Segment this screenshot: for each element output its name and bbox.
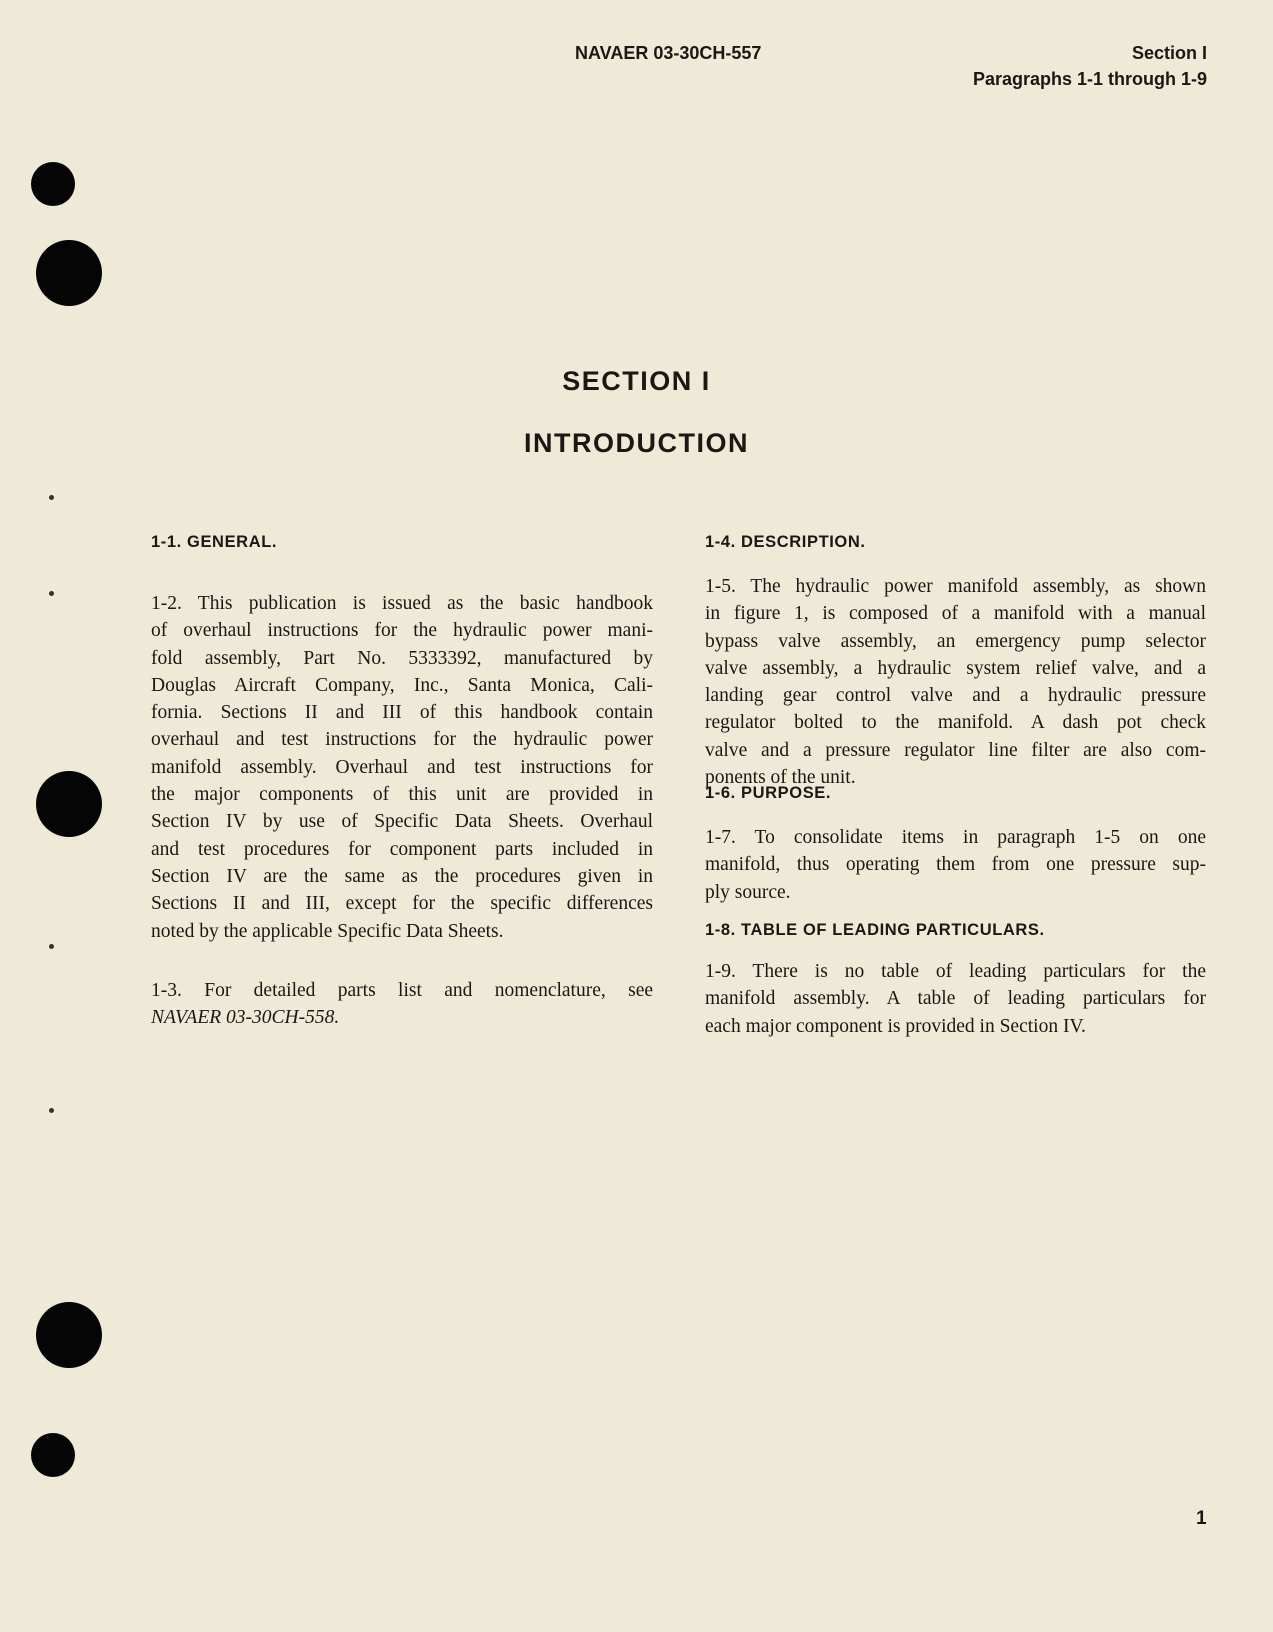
paragraph-line: Douglas Aircraft Company, Inc., Santa Monica, Cali-: [151, 674, 653, 696]
paragraph-1-9: [705, 958, 1206, 1040]
paragraph-line: overhaul and test instructions for the hydraulic power: [151, 729, 653, 751]
paragraph-1-7: [705, 824, 1206, 906]
punch-hole: [36, 240, 102, 306]
heading-description: 1-4. DESCRIPTION.: [705, 533, 866, 551]
paragraph-line: 1-7. To consolidate items in paragraph 1-5 on one: [705, 827, 1206, 848]
binding-mark: [49, 495, 54, 500]
paragraph-1-5: [705, 573, 1206, 791]
paragraph-line: and test procedures for component parts included in: [151, 838, 653, 860]
paragraph-line: ponents of the unit.: [705, 767, 856, 789]
heading-general: 1-1. GENERAL.: [151, 533, 278, 551]
heading-leading-particulars: 1-8. TABLE OF LEADING PARTICULARS.: [705, 921, 1045, 939]
paragraph-line: manifold, thus operating them from one pressure sup-: [705, 854, 1206, 876]
section-title: SECTION I: [562, 366, 711, 396]
section-label: Section I: [1131, 43, 1207, 63]
punch-hole: [31, 162, 75, 206]
section-heading: INTRODUCTION: [524, 428, 749, 458]
paragraph-line: fold assembly, Part No. 5333392, manufactured by: [151, 647, 653, 669]
paragraph-line: 1-3. For detailed parts list and nomenclature, see: [151, 980, 653, 1001]
paragraph-line: Section IV by use of Specific Data Sheets. Overhaul: [151, 811, 653, 833]
paragraph-1-2: [151, 590, 653, 945]
heading-purpose: 1-6. PURPOSE.: [705, 784, 832, 802]
paragraph-range: Paragraphs 1-1 through 1-9: [972, 69, 1207, 89]
paragraph-line: 1-2. This publication is issued as the basic handbook: [151, 593, 653, 614]
paragraph-line: bypass valve assembly, an emergency pump selector: [705, 630, 1206, 652]
punch-hole: [36, 771, 102, 837]
binding-mark: [49, 591, 54, 596]
binding-mark: [49, 1108, 54, 1113]
punch-hole: [31, 1433, 75, 1477]
paragraph-1-3: [151, 977, 653, 1032]
paragraph-line: the major components of this unit are provided in: [151, 784, 653, 806]
paragraph-line: Section IV are the same as the procedures given in: [151, 865, 653, 887]
paragraph-line: of overhaul instructions for the hydraulic power mani-: [151, 620, 653, 642]
paragraph-line: Sections II and III, except for the specific differences: [151, 893, 653, 915]
binding-mark: [49, 944, 54, 949]
paragraph-line: manifold assembly. A table of leading particulars for: [705, 988, 1206, 1010]
document-number: NAVAER 03-30CH-557: [575, 43, 762, 63]
paragraph-line: 1-9. There is no table of leading particulars for the: [705, 961, 1206, 982]
paragraph-line: in figure 1, is composed of a manifold with a manual: [705, 603, 1206, 625]
paragraph-line: each major component is provided in Section IV.: [705, 1015, 1086, 1037]
paragraph-line: fornia. Sections II and III of this handbook contain: [151, 702, 653, 724]
paragraph-line: landing gear control valve and a hydraulic pressure: [705, 685, 1206, 707]
paragraph-line: 1-5. The hydraulic power manifold assembly, as shown: [705, 576, 1206, 597]
paragraph-line: regulator bolted to the manifold. A dash pot check: [705, 712, 1206, 734]
punch-hole: [36, 1302, 102, 1368]
paragraph-line: valve and a pressure regulator line filter are also com-: [705, 739, 1206, 761]
document-reference: NAVAER 03-30CH-558.: [151, 1007, 340, 1029]
paragraph-line: valve assembly, a hydraulic system relief valve, and a: [705, 657, 1206, 679]
page-number: 1: [1196, 1508, 1207, 1529]
paragraph-line: manifold assembly. Overhaul and test instructions for: [151, 756, 653, 778]
paragraph-line: noted by the applicable Specific Data Sheets.: [151, 920, 504, 942]
paragraph-line: ply source.: [705, 881, 791, 903]
